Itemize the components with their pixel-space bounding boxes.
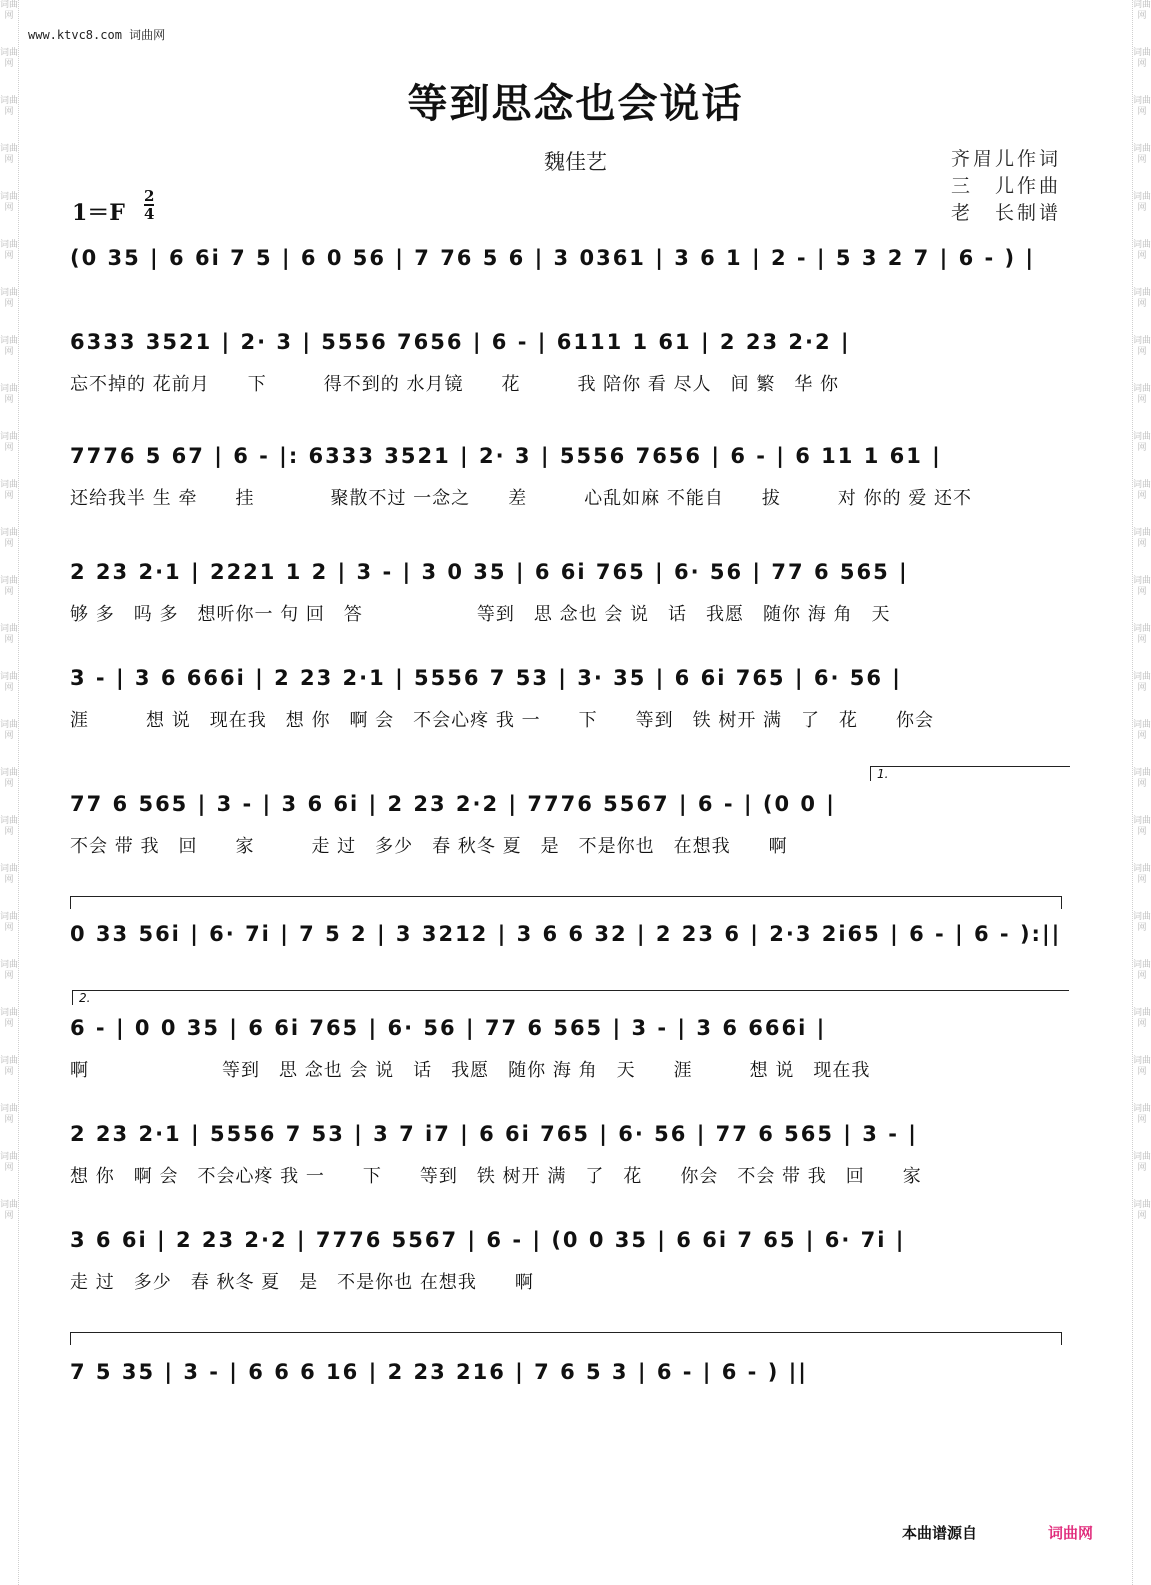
watermark-text: 词曲网 (1133, 1200, 1151, 1221)
staff-row-8 (70, 1016, 1066, 1096)
watermark-text: 词曲网 (0, 1200, 19, 1221)
outro-bracket (70, 1332, 1062, 1345)
watermark-text: 词曲网 (0, 96, 19, 117)
watermark-text: 词曲网 (1133, 432, 1151, 453)
lyric-line: 想 你 啊 会 不会心疼 我 一 下 等到 铁 树开 满 了 花 你会 不会 带 我 回 家 (70, 1166, 922, 1187)
watermark-text: 词曲网 (0, 144, 19, 165)
lyric-line: 不会 带 我 回 家 走 过 多少 春 秋冬 夏 是 不是你也 在想我 啊 (70, 836, 788, 857)
lyric-line: 走 过 多少 春 秋冬 夏 是 不是你也 在想我 啊 (70, 1272, 534, 1293)
watermark-text: 词曲网 (1133, 912, 1151, 933)
watermark-text: 词曲网 (1133, 672, 1151, 693)
watermark-text: 词曲网 (1133, 1008, 1151, 1029)
watermark-text: 词曲网 (0, 240, 19, 261)
watermark-text: 词曲网 (0, 768, 19, 789)
song-title: 等到思念也会说话 (407, 81, 744, 127)
notation-line: 7776 5 67 | 6 - |: 6333 3521 | 2· 3 | 5556 7656 | 6 - | 6 11 1 61 | (70, 444, 942, 468)
watermark-text: 词曲网 (0, 528, 19, 549)
watermark-text: 词曲网 (0, 432, 19, 453)
watermark-text: 词曲网 (0, 624, 19, 645)
first-ending-bracket: 1. (870, 766, 1070, 781)
notation-line: 77 6 565 | 3 - | 3 6 6i | 2 23 2·2 | 7776 5567 | 6 - | (0 0 | (70, 792, 836, 816)
staff-row-10 (70, 1228, 1066, 1308)
watermark-text: 词曲网 (1133, 240, 1151, 261)
watermark-text: 词曲网 (1133, 384, 1151, 405)
watermark-text: 词曲网 (1133, 480, 1151, 501)
watermark-text: 词曲网 (0, 0, 19, 21)
watermark-text: 词曲网 (0, 48, 19, 69)
notation-line: 6 - | 0 0 35 | 6 6i 765 | 6· 56 | 77 6 565 | 3 - | 3 6 666i | (70, 1016, 827, 1040)
notation-line: 2 23 2·1 | 2221 1 2 | 3 - | 3 0 35 | 6 6i 765 | 6· 56 | 77 6 565 | (70, 560, 909, 584)
watermark-text: 词曲网 (1133, 96, 1151, 117)
watermark-text: 词曲网 (0, 384, 19, 405)
watermark-text: 词曲网 (0, 1056, 19, 1077)
watermark-text: 词曲网 (1133, 288, 1151, 309)
watermark-text: 词曲网 (1133, 864, 1151, 885)
watermark-text: 词曲网 (1133, 576, 1151, 597)
notation-line: (0 35 | 6 6i 7 5 | 6 0 56 | 7 76 5 6 | 3 0361 | 3 6 1 | 2 - | 5 3 2 7 | 6 - ) | (70, 246, 1036, 270)
watermark-text: 词曲网 (1133, 816, 1151, 837)
watermark-text: 词曲网 (1133, 1152, 1151, 1173)
watermark-text: 词曲网 (0, 192, 19, 213)
watermark-text: 词曲网 (1133, 1104, 1151, 1125)
watermark-text: 词曲网 (0, 864, 19, 885)
staff-row-6 (70, 792, 1066, 872)
staff-row-2 (70, 330, 1066, 410)
site-url: www.ktvc8.com 词曲网 (28, 28, 166, 42)
watermark-text: 词曲网 (1133, 720, 1151, 741)
watermark-text: 词曲网 (0, 816, 19, 837)
lyric-line: 还给我半 生 牵 挂 聚散不过 一念之 差 心乱如麻 不能自 拔 对 你的 爱 还不 (70, 488, 973, 509)
watermark-text: 词曲网 (1133, 1056, 1151, 1077)
watermark-text: 词曲网 (0, 576, 19, 597)
time-signature-bottom: 4 (144, 205, 155, 223)
composer-credit: 三 儿作曲 (950, 175, 1061, 197)
key-signature: 1＝F (72, 200, 125, 226)
first-ending-continuation (70, 896, 1062, 909)
watermark-text: 词曲网 (1133, 336, 1151, 357)
watermark-text: 词曲网 (0, 1152, 19, 1173)
lyric-line: 忘不掉的 花前月 下 得不到的 水月镜 花 我 陪你 看 尽人 间 繁 华 你 (70, 374, 840, 395)
watermark-text: 词曲网 (1133, 624, 1151, 645)
lyricist-credit: 齐眉儿作词 (950, 148, 1061, 170)
watermark-text: 词曲网 (0, 288, 19, 309)
notation-line: 3 6 6i | 2 23 2·2 | 7776 5567 | 6 - | (0 0 35 | 6 6i 7 65 | 6· 7i | (70, 1228, 906, 1252)
staff-row-4 (70, 560, 1066, 640)
lyric-line: 涯 想 说 现在我 想 你 啊 会 不会心疼 我 一 下 等到 铁 树开 满 了 花 你会 (70, 710, 935, 731)
staff-row-11 (70, 1360, 1066, 1440)
staff-row-1 (70, 246, 1066, 326)
watermark-text: 词曲网 (1133, 144, 1151, 165)
watermark-text: 词曲网 (0, 480, 19, 501)
watermark-text: 词曲网 (0, 672, 19, 693)
arranger-credit: 老 长制谱 (950, 202, 1061, 224)
lyric-line: 够 多 吗 多 想听你一 句 回 答 等到 思 念也 会 说 话 我愿 随你 海 角 天 (70, 604, 891, 625)
watermark-text: 词曲网 (1133, 960, 1151, 981)
singer-name: 魏佳艺 (544, 150, 607, 174)
watermark-text: 词曲网 (1133, 0, 1151, 21)
footer-brand-link[interactable]: 词曲网 (1048, 1524, 1094, 1542)
lyric-line: 啊 等到 思 念也 会 说 话 我愿 随你 海 角 天 涯 想 说 现在我 (70, 1060, 871, 1081)
watermark-text: 词曲网 (1133, 192, 1151, 213)
time-signature (144, 188, 154, 222)
notation-line: 2 23 2·1 | 5556 7 53 | 3 7 i7 | 6 6i 765 | 6· 56 | 77 6 565 | 3 - | (70, 1122, 918, 1146)
notation-line: 6333 3521 | 2· 3 | 5556 7656 | 6 - | 6111 1 61 | 2 23 2·2 | (70, 330, 851, 354)
footer-source-label: 本曲谱源自 (902, 1524, 978, 1542)
watermark-text: 词曲网 (0, 720, 19, 741)
watermark-text: 词曲网 (0, 960, 19, 981)
staff-row-5 (70, 666, 1066, 746)
watermark-text: 词曲网 (0, 1008, 19, 1029)
watermark-text: 词曲网 (0, 912, 19, 933)
staff-row-9 (70, 1122, 1066, 1202)
right-watermark-strip (1132, 0, 1151, 1585)
watermark-text: 词曲网 (0, 336, 19, 357)
watermark-text: 词曲网 (1133, 768, 1151, 789)
watermark-text: 词曲网 (0, 1104, 19, 1125)
watermark-text: 词曲网 (1133, 48, 1151, 69)
notation-line: 7 5 35 | 3 - | 6 6 6 16 | 2 23 216 | 7 6 5 3 | 6 - | 6 - ) || (70, 1360, 808, 1384)
second-ending-bracket: 2. (72, 990, 1069, 1005)
credits-block (951, 146, 1061, 227)
time-signature-top: 2 (144, 187, 155, 205)
watermark-text: 词曲网 (1133, 528, 1151, 549)
notation-line: 3 - | 3 6 666i | 2 23 2·1 | 5556 7 53 | 3· 35 | 6 6i 765 | 6· 56 | (70, 666, 902, 690)
staff-row-3 (70, 444, 1066, 524)
notation-line: 0 33 56i | 6· 7i | 7 5 2 | 3 3212 | 3 6 6 32 | 2 23 6 | 2·3 2i65 | 6 - | 6 - ):|| (70, 922, 1062, 946)
left-watermark-strip (0, 0, 19, 1585)
